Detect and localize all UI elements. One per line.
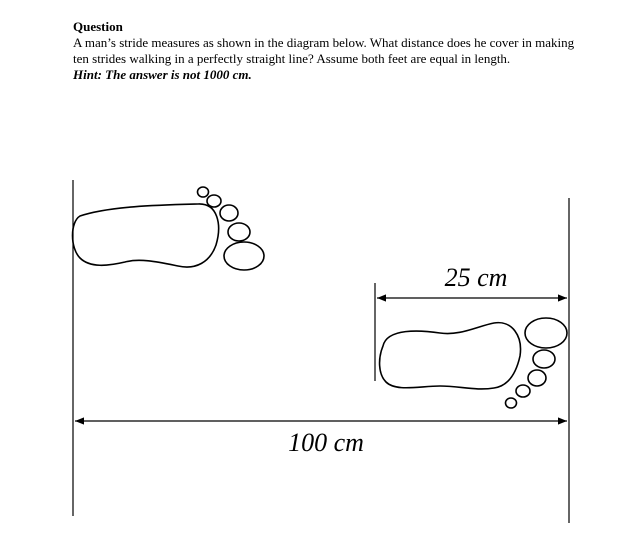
question-body: A man’s stride measures as shown in the diagram below. What distance does he cover in making ten strides walking in a perfectly straight line? Assume both feet are equal in length. (73, 35, 575, 66)
right-footprint-icon (380, 318, 567, 408)
left-footprint-icon (73, 187, 265, 270)
question-hint: Hint: The answer is not 1000 cm. (73, 67, 252, 82)
stride-label: 100 cm (288, 428, 364, 457)
foot-length-label: 25 cm (444, 263, 508, 292)
question-title: Question (73, 19, 123, 34)
